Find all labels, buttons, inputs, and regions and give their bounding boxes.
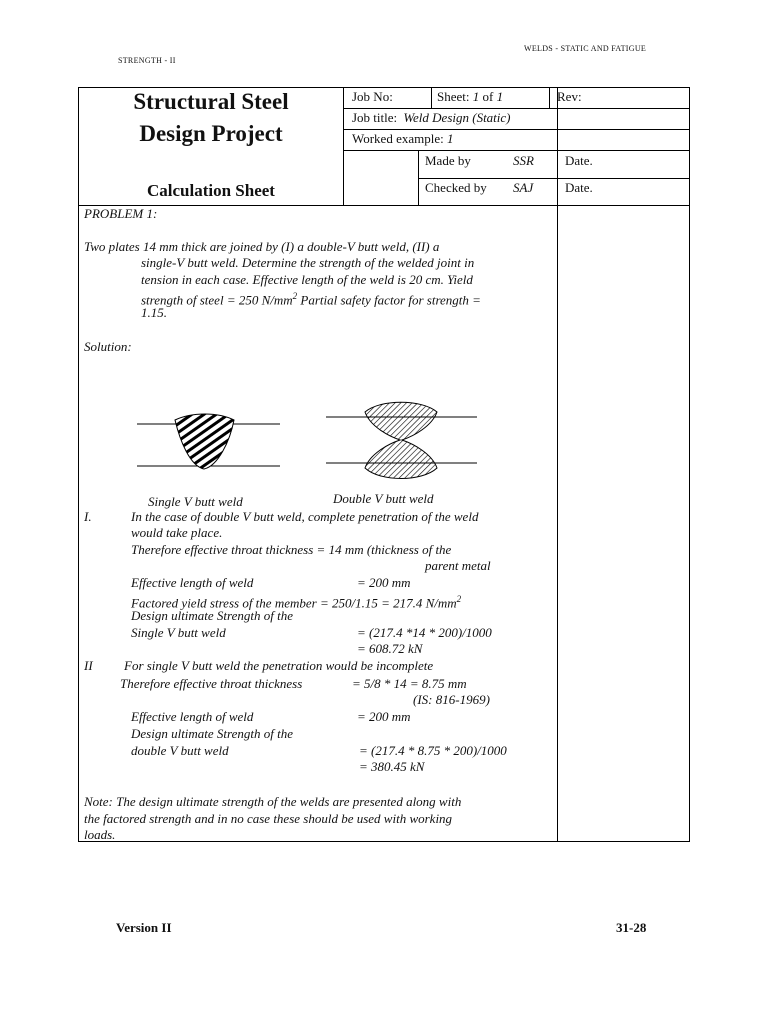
- problem-line-2: single-V butt weld. Determine the strength of the welded joint in: [141, 255, 475, 270]
- fig-label-double: Double V butt weld: [333, 491, 434, 506]
- part2-line-2-label: Therefore effective throat thickness: [120, 676, 303, 691]
- job-title-value: Weld Design (Static): [403, 110, 511, 125]
- part2-line-1: For single V butt weld the penetration would be incomplete: [124, 658, 434, 673]
- problem-line-3: tension in each case. Effective length of the weld is 20 cm. Yield: [141, 272, 473, 287]
- part2-number: II: [84, 658, 93, 673]
- job-title-field: [352, 110, 511, 126]
- sheet-of: of: [482, 89, 494, 104]
- part2-eff-len-label: Effective length of weld: [131, 709, 254, 724]
- problem-safety-text: Partial safety factor for strength =: [300, 292, 481, 308]
- grid-line-h-3: [343, 150, 690, 151]
- superscript-2: 2: [292, 291, 298, 301]
- single-v-weld-figure: [137, 414, 280, 469]
- made-by-label: Made by: [425, 153, 471, 168]
- problem-heading: PROBLEM 1:: [84, 206, 158, 221]
- part1-calc-2: = 608.72 kN: [357, 641, 423, 656]
- part1-line-2: would take place.: [131, 525, 223, 540]
- superscript-2-part1: 2: [456, 594, 462, 604]
- part2-line-2-value: = 5/8 * 14 = 8.75 mm: [352, 676, 467, 691]
- sheet-number: 1: [472, 89, 480, 104]
- rev-label: Rev:: [557, 89, 582, 104]
- job-title-label: Job title:: [352, 110, 398, 125]
- made-by-value: SSR: [513, 153, 534, 168]
- page-header-right: WELDS - STATIC AND FATIGUE: [524, 44, 647, 53]
- part2-calc-2: = 380.45 kN: [359, 759, 425, 774]
- weld-diagram: [130, 396, 490, 496]
- sheet-total: 1: [496, 89, 504, 104]
- sheet-label: Sheet:: [437, 89, 470, 104]
- footer-page-number: 31-28: [616, 920, 647, 935]
- grid-line-h-4: [418, 178, 690, 179]
- note-line-1: Note: The design ultimate strength of the welds are presented along with: [84, 794, 462, 809]
- sheet-title-line1: Structural Steel: [133, 89, 289, 114]
- part1-line-3: Therefore effective throat thickness = 14 mm (thickness of the: [131, 542, 452, 557]
- part1-eff-len-value: = 200 mm: [357, 575, 411, 590]
- footer-version: Version II: [116, 920, 172, 935]
- checked-by-label: Checked by: [425, 180, 487, 195]
- part1-line-1: In the case of double V butt weld, complete penetration of the weld: [131, 509, 479, 524]
- problem-line-4: [141, 288, 481, 309]
- part1-line-4: parent metal: [425, 558, 491, 573]
- worked-example-label: Worked example:: [352, 131, 444, 146]
- page-header-left: STRENGTH - II: [118, 56, 176, 65]
- solution-label: Solution:: [84, 339, 132, 354]
- problem-line-5: 1.15.: [141, 305, 167, 320]
- part1-calc-1: = (217.4 *14 * 200)/1000: [357, 625, 492, 640]
- note-line-3: loads.: [84, 827, 116, 842]
- grid-line-h-header-bottom: [78, 205, 690, 206]
- note-line-2: the factored strength and in no case these should be used with working: [84, 811, 453, 826]
- grid-line-h-2: [343, 129, 690, 130]
- problem-yield-text: strength of steel = 250 N/mm: [141, 292, 293, 308]
- grid-line-h-1: [343, 108, 690, 109]
- problem-line-1: Two plates 14 mm thick are joined by (I) a double-V butt weld, (II) a: [84, 239, 440, 254]
- worked-example-field: [352, 131, 453, 147]
- grid-line-v-sheet: [431, 87, 432, 108]
- part1-eff-len-label: Effective length of weld: [131, 575, 254, 590]
- date-label-made: Date.: [565, 153, 593, 168]
- part1-factored-text: Factored yield stress of the member = 250/1.15 = 217.4 N/mm: [131, 595, 457, 611]
- part2-design-label-1: Design ultimate Strength of the: [131, 726, 293, 741]
- checked-by-value: SAJ: [513, 180, 534, 195]
- date-label-checked: Date.: [565, 180, 593, 195]
- job-no-label: Job No:: [352, 89, 393, 104]
- grid-line-v-left: [343, 87, 344, 205]
- part2-design-label-2: double V butt weld: [131, 743, 229, 758]
- double-v-weld-figure: [326, 402, 477, 478]
- part1-design-label-2: Single V butt weld: [131, 625, 226, 640]
- sheet-field: [437, 89, 503, 105]
- worked-example-value: 1: [446, 131, 454, 146]
- sheet-title-line2: Design Project: [139, 121, 283, 146]
- part2-code-ref: (IS: 816-1969): [413, 692, 490, 707]
- grid-line-v-rev: [549, 87, 550, 108]
- fig-label-single: Single V butt weld: [148, 494, 243, 509]
- grid-line-v-right: [557, 87, 558, 842]
- part2-eff-len-value: = 200 mm: [357, 709, 411, 724]
- part1-design-label-1: Design ultimate Strength of the: [131, 608, 293, 623]
- part1-number: I.: [84, 509, 92, 524]
- part2-calc-1: = (217.4 * 8.75 * 200)/1000: [359, 743, 507, 758]
- sheet-subtitle: Calculation Sheet: [147, 181, 275, 200]
